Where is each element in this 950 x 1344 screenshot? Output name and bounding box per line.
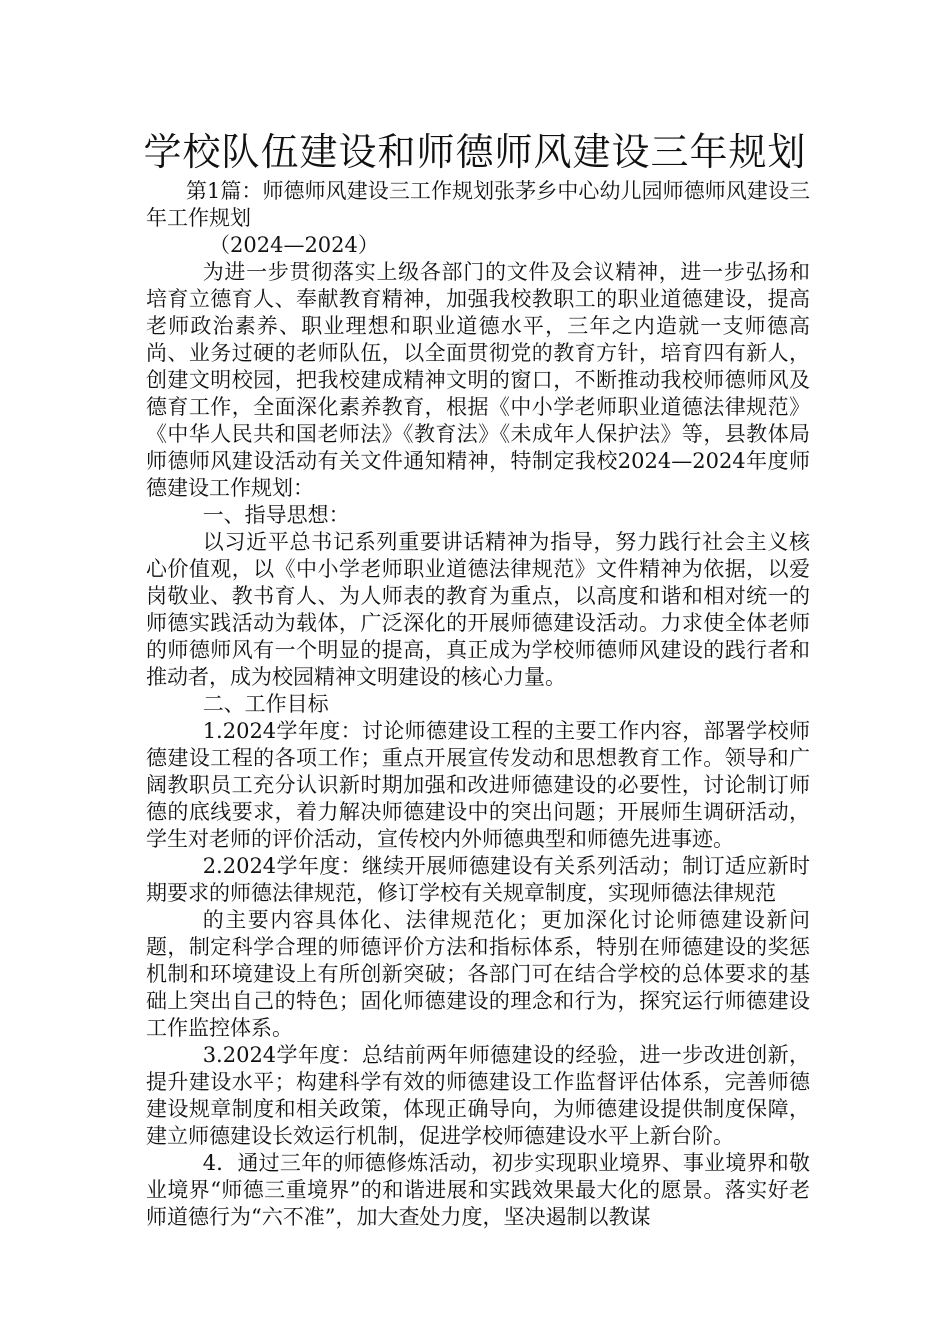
paragraph-goal-2-continued: 的主要内容具体化、法律规范化；更加深化讨论师德建设新问题，制定科学合理的师德评价方法和指标体系，特别在师德建设的奖惩机制和环境建设上有所创新突破；各部门可在结合学校的总体要求的基础上突出自己的特色；固化师德建设的理念和行为，探究运行师德建设工作监控体系。 [146,908,810,1040]
paragraph-goal-2: 2.2024学年度：继续开展师德建设有关系列活动；制订适应新时期要求的师德法律规范，修订学校有关规章制度，实现师德法律规范 [146,854,810,905]
paragraph-intro: 为进一步贯彻落实上级各部门的文件及会议精神，进一步弘扬和培育立德育人、奉献教育精神，加强我校教职工的职业道德建设，提高老师政治素养、职业理想和职业道德水平，三年之内造就一支师德高尚、业务过硬的老师队伍，以全面贯彻党的教育方针，培育四有新人，创建文明校园，把我校建成精神文明的窗口，不断推动我校师德师风及德育工作，全面深化素养教育，根据《中小学老师职业道德法律规范》《中华人民共和国老师法》《教育法》《未成年人保护法》等，县教体局师德师风建设活动有关文件通知精神，特制定我校2024—2024年度师德建设工作规划： [146,260,810,500]
paragraph-goal-3: 3.2024学年度：总结前两年师德建设的经验，进一步改进创新，提升建设水平；构建科学有效的师德建设工作监督评估体系，完善师德建设规章制度和相关政策，体现正确导向，为师德建设提供制度保障，建立师德建设长效运行机制，促进学校师德建设水平上新台阶。 [146,1043,810,1148]
document-title: 学校队伍建设和师德师风建设三年规划 [143,130,807,174]
paragraph-goal-4: 4．通过三年的师德修炼活动，初步实现职业境界、事业境界和敬业境界“师德三重境界”的和谐进展和实践效果最大化的愿景。落实好老师道德行为“六不准”，加大查处力度，坚决遏制以教谋 [146,1151,810,1229]
document-body [146,178,810,1231]
section-heading-guiding-thought: 一、指导思想： [202,503,350,527]
paragraph-year-range: （2024—2024） [209,233,379,257]
paragraph-goal-1: 1.2024学年度：讨论师德建设工程的主要工作内容，部署学校师德建设工程的各项工作；重点开展宣传发动和思想教育工作。领导和广阔教职员工充分认识新时期加强和改进师德建设的必要性，讨论制订师德的底线要求，着力解决师德建设中的突出问题；开展师生调研活动，学生对老师的评价活动，宣传校内外师德典型和师德先进事迹。 [146,719,810,851]
section-heading-work-goals: 二、工作目标 [202,692,329,716]
paragraph-guiding-thought: 以习近平总书记系列重要讲话精神为指导，努力践行社会主义核心价值观，以《中小学老师职业道德法律规范》文件精神为依据，以爱岗敬业、教书育人、为人师表的教育为重点，以高度和谐和相对统一的师德实践活动为载体，广泛深化的开展师德建设活动。力求使全体老师的师德师风有一个明显的提高，真正成为学校师德师风建设的践行者和推动者，成为校园精神文明建设的核心力量。 [146,530,810,689]
paragraph-subtitle: 第1篇：师德师风建设三工作规划张茅乡中心幼儿园师德师风建设三年工作规划 [146,179,810,230]
